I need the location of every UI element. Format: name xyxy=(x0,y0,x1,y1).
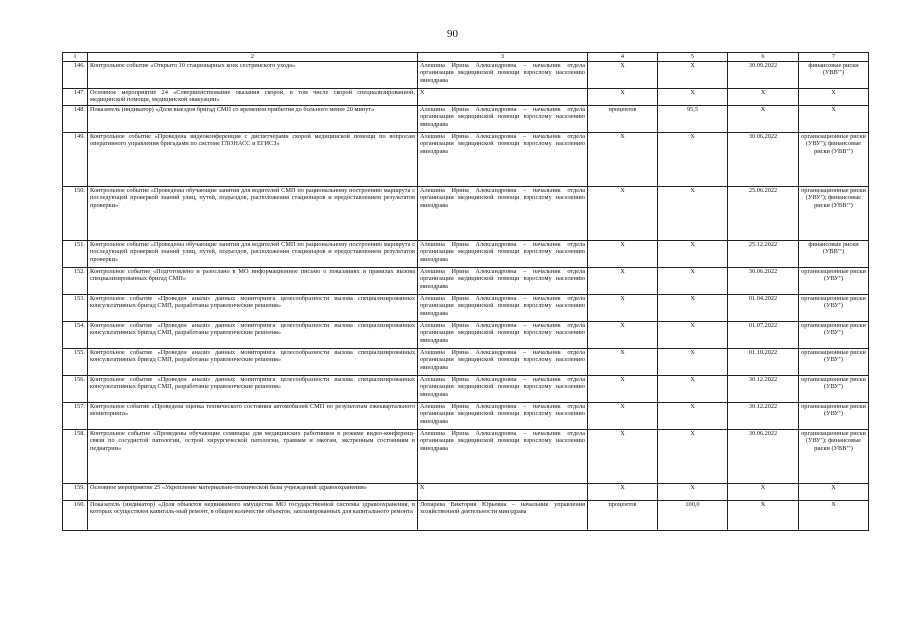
value-cell: X xyxy=(658,376,728,403)
table-row xyxy=(63,133,869,187)
unit-cell: процентов xyxy=(588,106,658,133)
responsible-person: Алешина Ирина Александровна – начальник отдела организации медицинской помощи взрослому населению минздрава xyxy=(418,62,588,89)
responsible-person: Алешина Ирина Александровна – начальник отдела организации медицинской помощи взрослому населению минздрава xyxy=(418,322,588,349)
event-name: Контрольное событие «Проведена видеоконференция с диспетчерами скорой медицинской помощи по вопросам оперативного управления бригадами по системе ГЛОНАСС и ЕГИСЗ» xyxy=(88,133,418,187)
row-number: 152. xyxy=(63,268,88,295)
risk-cell: финансовые риски (УВВ**) xyxy=(799,62,869,89)
table-row xyxy=(63,484,869,501)
event-name: Контрольное событие «Проведена оценка технического состояния автомобилей СМП по результатам ежеквартального мониторинга» xyxy=(88,403,418,430)
responsible-person: Алешина Ирина Александровна – начальник отдела организации медицинской помощи взрослому населению минздрава xyxy=(418,349,588,376)
unit-cell: X xyxy=(588,430,658,484)
table-row xyxy=(63,349,869,376)
row-number: 153. xyxy=(63,295,88,322)
value-cell: X xyxy=(658,349,728,376)
table-row xyxy=(63,187,869,241)
table-row xyxy=(63,376,869,403)
responsible-person: Алешина Ирина Александровна – начальник отдела организации медицинской помощи взрослому населению минздрава xyxy=(418,241,588,268)
value-cell: X xyxy=(658,268,728,295)
responsible-person: Алешина Ирина Александровна – начальник отдела организации медицинской помощи взрослому населению минздрава xyxy=(418,403,588,430)
event-name: Контрольное событие «Проведен анализ данных мониторинга целесообразности вызова специализированных консультативных бригад СМП, разработаны управленческие решения» xyxy=(88,322,418,349)
row-number: 150. xyxy=(63,187,88,241)
column-number: 6 xyxy=(728,53,799,62)
risk-cell: организационные риски (УВУ*); финансовые риски (УВВ**) xyxy=(799,187,869,241)
risk-cell: X xyxy=(799,501,869,531)
row-number: 149. xyxy=(63,133,88,187)
unit-cell: X xyxy=(588,322,658,349)
row-number: 160. xyxy=(63,501,88,531)
unit-cell: X xyxy=(588,349,658,376)
unit-cell: процентов xyxy=(588,501,658,531)
risk-cell: организационные риски (УВУ*); финансовые риски (УВВ**) xyxy=(799,133,869,187)
column-numbers-row xyxy=(63,53,869,62)
row-number: 159. xyxy=(63,484,88,501)
value-cell: 100,0 xyxy=(658,501,728,531)
deadline-cell: 01.04.2022 xyxy=(728,295,799,322)
event-name: Контрольное событие «Открыто 10 стационарных коек сестринского ухода» xyxy=(88,62,418,89)
event-name: Контрольное событие «Проведены обучающие занятия для водителей СМП по рациональному построению маршрута с последующей проверкой знаний улиц, путей, подъездов, расположения стационаров и предоставлением результатов проверки» xyxy=(88,187,418,241)
event-name: Контрольное событие «Проведены обучающие семинары для медицинских работников в режиме видео-конференц-связи по сосудистой патологии, острой хирургической патологии, травмам и ожогам, экстренным состояниям в педиатрии» xyxy=(88,430,418,484)
table-row xyxy=(63,322,869,349)
deadline-cell: 30.09.2022 xyxy=(728,62,799,89)
deadline-cell: 30.06.2022 xyxy=(728,268,799,295)
event-name: Показатель (индикатор) «Доля объектов недвижимого имущества МО государственной системы здравоохранения, в которых осуществлен капиталь-ный ремонт, в общем количестве объектов, запланированных для капитального ремонта xyxy=(88,501,418,531)
risk-cell: организационные риски (УВУ*) xyxy=(799,349,869,376)
responsible-person: Алешина Ирина Александровна – начальник отдела организации медицинской помощи взрослому населению минздрава xyxy=(418,133,588,187)
event-name: Основное мероприятие 25 «Укрепление материально-технической базы учреждений здравоохранения» xyxy=(88,484,418,501)
value-cell: X xyxy=(658,295,728,322)
value-cell: X xyxy=(658,62,728,89)
event-name: Контрольное событие «Проведен анализ данных мониторинга целесообразности вызова специализированных консультативных бригад СМП, разработаны управленческие решения» xyxy=(88,295,418,322)
responsible-person: Алешина Ирина Александровна – начальник отдела организации медицинской помощи взрослому населению минздрава xyxy=(418,106,588,133)
unit-cell: X xyxy=(588,268,658,295)
column-number: 2 xyxy=(88,53,418,62)
deadline-cell: 30.12.2022 xyxy=(728,376,799,403)
column-number: 7 xyxy=(799,53,869,62)
responsible-person: Алешина Ирина Александровна – начальник отдела организации медицинской помощи взрослому населению минздрава xyxy=(418,295,588,322)
deadline-cell: 01.10.2022 xyxy=(728,349,799,376)
row-number: 146. xyxy=(63,62,88,89)
event-name: Основное мероприятие 24 «Совершенствование оказания скорой, в том числе скорой специализированной, медицинской помощи, медицинской эвакуации» xyxy=(88,89,418,106)
event-name: Контрольное событие «Проведен анализ данных мониторинга целесообразности вызова специализированных консультативных бригад СМП, разработаны управленческие решения» xyxy=(88,376,418,403)
column-number: 3 xyxy=(418,53,588,62)
risk-cell: X xyxy=(799,106,869,133)
value-cell: X xyxy=(658,89,728,106)
risk-cell: X xyxy=(799,89,869,106)
deadline-cell: X xyxy=(728,89,799,106)
value-cell: 95,5 xyxy=(658,106,728,133)
responsible-person: Алешина Ирина Александровна – начальник отдела организации медицинской помощи взрослому населению минздрава xyxy=(418,430,588,484)
risk-cell: организационные риски (УВУ*) xyxy=(799,268,869,295)
unit-cell: X xyxy=(588,295,658,322)
unit-cell: X xyxy=(588,484,658,501)
responsible-person: Лопарева Виктория Юрьевна – начальник управления хозяйственной деятельности минздрава xyxy=(418,501,588,531)
value-cell: X xyxy=(658,430,728,484)
table-row xyxy=(63,241,869,268)
row-number: 154. xyxy=(63,322,88,349)
event-name: Показатель (индикатор) «Доля выездов бригад СМП со временем прибытия до больного менее 20 минут» xyxy=(88,106,418,133)
unit-cell: X xyxy=(588,403,658,430)
risk-cell: организационные риски (УВУ*); финансовые риски (УВВ**) xyxy=(799,430,869,484)
column-number: 5 xyxy=(658,53,728,62)
responsible-person: Алешина Ирина Александровна – начальник отдела организации медицинской помощи взрослому населению минздрава xyxy=(418,376,588,403)
page-number: 90 xyxy=(447,28,458,40)
events-table xyxy=(62,52,869,531)
unit-cell: X xyxy=(588,62,658,89)
row-number: 148. xyxy=(63,106,88,133)
table-row xyxy=(63,62,869,89)
risk-cell: организационные риски (УВУ*) xyxy=(799,295,869,322)
table-row xyxy=(63,501,869,531)
table-row xyxy=(63,89,869,106)
table-row xyxy=(63,430,869,484)
deadline-cell: 25.12.2022 xyxy=(728,241,799,268)
deadline-cell: 25.06.2022 xyxy=(728,187,799,241)
value-cell: X xyxy=(658,241,728,268)
risk-cell: организационные риски (УВУ*) xyxy=(799,376,869,403)
row-number: 151. xyxy=(63,241,88,268)
deadline-cell: 01.07.2022 xyxy=(728,322,799,349)
unit-cell: X xyxy=(588,241,658,268)
row-number: 155. xyxy=(63,349,88,376)
column-number: 1 xyxy=(63,53,88,62)
responsible-person: Алешина Ирина Александровна – начальник отдела организации медицинской помощи взрослому населению минздрава xyxy=(418,187,588,241)
risk-cell: организационные риски (УВУ*) xyxy=(799,322,869,349)
responsible-person: X xyxy=(418,89,588,106)
risk-cell: финансовые риски (УВВ**) xyxy=(799,241,869,268)
table-row xyxy=(63,295,869,322)
value-cell: X xyxy=(658,322,728,349)
deadline-cell: 30.06.2022 xyxy=(728,133,799,187)
deadline-cell: 30.06.2022 xyxy=(728,430,799,484)
row-number: 158. xyxy=(63,430,88,484)
event-name: Контрольное событие «Проведены обучающие занятия для водителей СМП по рациональному построению маршрута с последующей проверкой знаний улиц, путей, подъездов, расположения стационаров и предоставлением результатов проверки» xyxy=(88,241,418,268)
responsible-person: Алешина Ирина Александровна – начальник отдела организации медицинской помощи взрослому населению минздрава xyxy=(418,268,588,295)
table-row xyxy=(63,403,869,430)
deadline-cell: X xyxy=(728,106,799,133)
value-cell: X xyxy=(658,187,728,241)
risk-cell: организационные риски (УВУ*) xyxy=(799,403,869,430)
row-number: 156. xyxy=(63,376,88,403)
deadline-cell: 30.12.2022 xyxy=(728,403,799,430)
deadline-cell: X xyxy=(728,484,799,501)
responsible-person: X xyxy=(418,484,588,501)
unit-cell: X xyxy=(588,376,658,403)
column-number: 4 xyxy=(588,53,658,62)
unit-cell: X xyxy=(588,89,658,106)
table-row xyxy=(63,268,869,295)
value-cell: X xyxy=(658,403,728,430)
value-cell: X xyxy=(658,133,728,187)
row-number: 157. xyxy=(63,403,88,430)
value-cell: X xyxy=(658,484,728,501)
row-number: 147. xyxy=(63,89,88,106)
deadline-cell: X xyxy=(728,501,799,531)
unit-cell: X xyxy=(588,187,658,241)
event-name: Контрольное событие «Проведен анализ данных мониторинга целесообразности вызова специализированных консультативных бригад СМП, разработаны управленческие решения» xyxy=(88,349,418,376)
table-row xyxy=(63,106,869,133)
event-name: Контрольное событие «Подготовлено и разослано в МО информационное письмо о показаниях и правилах вызова специализированных бригад СМП» xyxy=(88,268,418,295)
unit-cell: X xyxy=(588,133,658,187)
risk-cell: X xyxy=(799,484,869,501)
